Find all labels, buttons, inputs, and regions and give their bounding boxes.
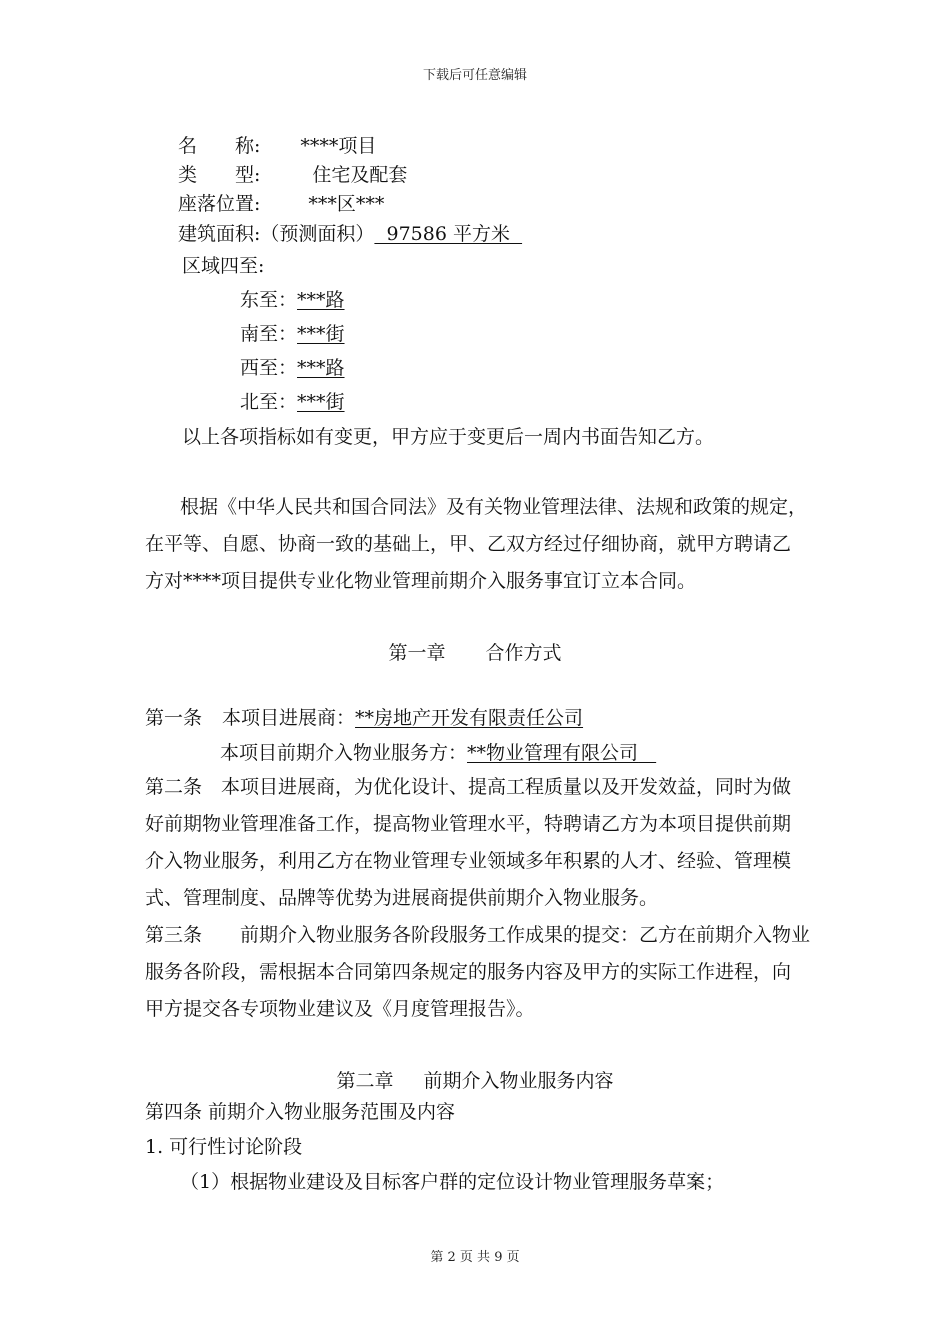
- article-1-service-provider: **物业管理有限公司: [467, 742, 639, 764]
- west-row: [240, 356, 449, 380]
- intro-line-1: 根据《中华人民共和国合同法》及有关物业管理法律、法规和政策的规定，: [180, 496, 808, 518]
- intro-line-3: 方对****项目提供专业化物业管理前期介入服务事宜订立本合同。: [145, 570, 697, 592]
- intro-line-2: 在平等、自愿、协商一致的基础上，甲、乙双方经过仔细协商，就甲方聘请乙: [145, 533, 792, 555]
- location-label: 座落位置:: [178, 193, 261, 215]
- chapter-2-title: [0, 1066, 950, 1093]
- page-header: 下载后可任意编辑: [422, 68, 527, 83]
- name-row: [178, 134, 376, 158]
- article-1-line-2: [220, 741, 656, 765]
- west-label: 西至：: [240, 357, 298, 379]
- location-value: ***区***: [308, 193, 385, 215]
- page-footer: 第 2 页 共 9 页: [430, 1250, 520, 1265]
- east-value: ***路: [297, 289, 345, 311]
- location-row: [178, 192, 384, 216]
- type-label: 类 型:: [178, 164, 261, 186]
- change-note: 以上各项指标如有变更，甲方应于变更后一周内书面告知乙方。: [182, 426, 715, 448]
- region-label: 区域四至:: [182, 255, 265, 277]
- area-row: [178, 222, 522, 246]
- north-row: [240, 390, 411, 414]
- type-row: [178, 163, 407, 187]
- north-label: 北至：: [240, 391, 298, 413]
- article-2-line-2: 好前期物业管理准备工作，提高物业管理水平，特聘请乙方为本项目提供前期: [145, 813, 792, 835]
- east-row: [240, 288, 411, 312]
- stage-1: 1. 可行性讨论阶段: [145, 1136, 303, 1158]
- east-label: 东至：: [240, 289, 298, 311]
- article-1-developer: **房地产开发有限责任公司: [355, 707, 584, 729]
- article-1-row: [145, 706, 583, 730]
- article-1-label: 第一条: [145, 707, 203, 729]
- name-label: 名 称:: [178, 135, 261, 157]
- type-value: 住宅及配套: [312, 164, 408, 186]
- article-1-text: 本项目进展商：: [222, 707, 356, 729]
- article-4: 第四条 前期介入物业服务范围及内容: [145, 1101, 456, 1123]
- chapter-2-number: 第二章: [336, 1070, 394, 1092]
- name-value: ****项目: [300, 135, 377, 157]
- area-label: 建筑面积:（预测面积）: [178, 223, 375, 245]
- article-2-line-1: 第二条 本项目进展商，为优化设计、提高工程质量以及开发效益，同时为做: [145, 776, 792, 798]
- stage-1-item-1: （1）根据物业建设及目标客户群的定位设计物业管理服务草案；: [180, 1171, 725, 1193]
- article-2-line-4: 式、管理制度、品牌等优势为进展商提供前期介入物业服务。: [145, 887, 659, 909]
- article-3-line-3: 甲方提交各专项物业建议及《月度管理报告》。: [145, 998, 535, 1020]
- article-1-service-text: 本项目前期介入物业服务方：: [220, 742, 468, 764]
- chapter-2-name: 前期介入物业服务内容: [423, 1070, 614, 1092]
- south-row: [240, 322, 431, 346]
- south-label: 南至：: [240, 323, 298, 345]
- article-3-line-1: 第三条 前期介入物业服务各阶段服务工作成果的提交：乙方在前期介入物业: [145, 924, 811, 946]
- chapter-1-name: 合作方式: [485, 642, 562, 664]
- article-3-line-2: 服务各阶段，需根据本合同第四条规定的服务内容及甲方的实际工作进程，向: [145, 961, 792, 983]
- chapter-1-number: 第一章: [388, 642, 446, 664]
- chapter-1-title: [0, 638, 950, 665]
- north-value: ***街: [297, 391, 345, 413]
- west-value: ***路: [297, 357, 345, 379]
- area-value: 97586 平方米: [386, 223, 510, 245]
- south-value: ***街: [297, 323, 345, 345]
- article-2-line-3: 介入物业服务，利用乙方在物业管理专业领域多年积累的人才、经验、管理模: [145, 850, 792, 872]
